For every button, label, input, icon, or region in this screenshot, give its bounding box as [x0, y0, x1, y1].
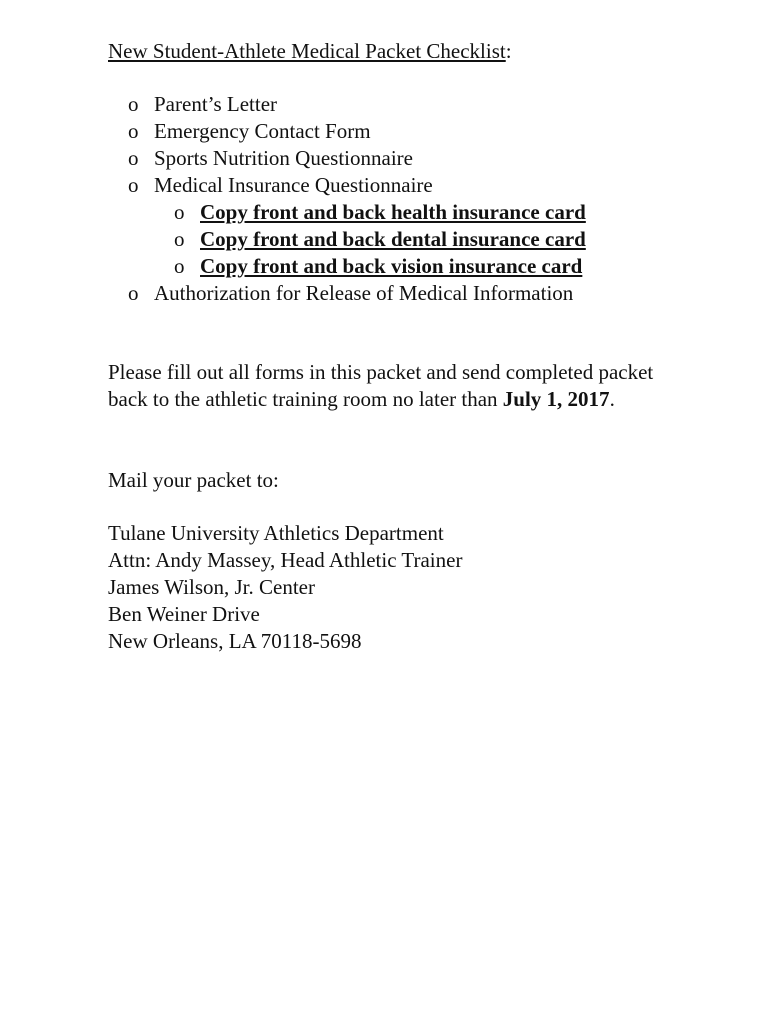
checklist-item: [128, 145, 586, 172]
checklist-subitem: [174, 199, 586, 226]
instructions-paragraph: [108, 359, 678, 413]
subitem-label: Copy front and back dental insurance card: [200, 227, 586, 251]
instructions-text: Please fill out all forms in this packet and send completed packet back to the athletic training room no later than: [108, 360, 654, 411]
page-title: [108, 38, 512, 65]
bullet-icon: o: [128, 146, 139, 170]
bullet-icon: o: [128, 173, 139, 197]
insurance-sublist: [128, 199, 586, 280]
bullet-icon: o: [128, 119, 139, 143]
bullet-icon: o: [128, 92, 139, 116]
checklist-item: [128, 118, 586, 145]
checklist-item-label: Medical Insurance Questionnaire: [154, 173, 433, 197]
bullet-icon: o: [174, 227, 185, 251]
instructions-end: .: [609, 387, 615, 411]
checklist-item-label: Emergency Contact Form: [154, 119, 371, 143]
address-line: James Wilson, Jr. Center: [108, 575, 315, 599]
subitem-label: Copy front and back health insurance card: [200, 200, 586, 224]
address-line: New Orleans, LA 70118-5698: [108, 629, 362, 653]
checklist-item: [128, 280, 586, 307]
checklist-item-label: Sports Nutrition Questionnaire: [154, 146, 413, 170]
mail-label: Mail your packet to:: [108, 468, 279, 492]
subitem-label: Copy front and back vision insurance card: [200, 254, 583, 278]
checklist-subitem: [174, 226, 586, 253]
checklist-item-label: Parent’s Letter: [154, 92, 278, 116]
checklist-item: [128, 172, 586, 280]
address-line: Ben Weiner Drive: [108, 602, 260, 626]
address-line: Attn: Andy Massey, Head Athletic Trainer: [108, 548, 463, 572]
address-line: Tulane University Athletics Department: [108, 521, 444, 545]
checklist-subitem: [174, 253, 586, 280]
deadline-date: July 1, 2017: [502, 387, 610, 411]
bullet-icon: o: [174, 254, 185, 278]
mailing-address: [108, 520, 462, 655]
checklist-item-label: Authorization for Release of Medical Information: [154, 281, 574, 305]
bullet-icon: o: [174, 200, 185, 224]
title-colon: :: [505, 39, 512, 63]
title-text: New Student-Athlete Medical Packet Checklist: [108, 39, 506, 63]
bullet-icon: o: [128, 281, 139, 305]
checklist-item: [128, 91, 586, 118]
checklist: [128, 91, 586, 307]
